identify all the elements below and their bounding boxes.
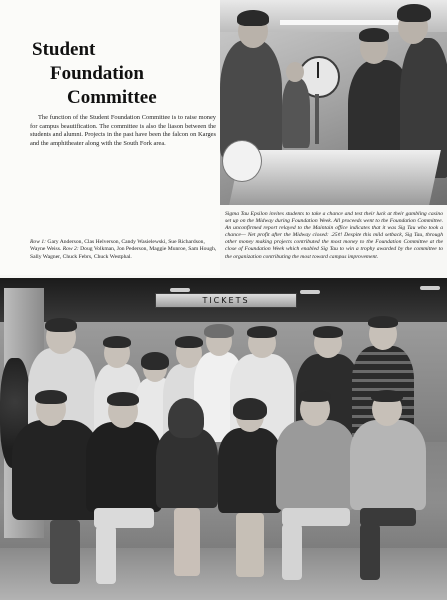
person-front-6 xyxy=(350,390,426,586)
row-1-label: Row 1: xyxy=(30,239,47,245)
page-title-line-1: Student xyxy=(32,39,96,60)
row-2-label: Row 2: xyxy=(62,246,79,253)
photo-caption: Sigma Tau Epsilon invites students to take a chance and test their luck at their gambling casino set up on the Midway during Foundation Week. All proceeds went to the Foundation Committee. An unconfirmed report relayed to the Maintain office indicates that it was Sig Tau who took a chance— Net profit after the Midway closed: .25¢! Despite this mild setback, Sig Tau, through other money making projects contributed the most money to the Foundation Committee at the close of Foundation Week which enabled Sig Tau to win a trophy awarded by the committee to the organization contributing the most toward campus improvement. xyxy=(225,211,443,260)
tickets-sign: TICKETS xyxy=(155,293,297,308)
person-front-5 xyxy=(276,390,356,586)
page-title-line-3: Committee xyxy=(67,87,157,108)
page-title-line-2: Foundation xyxy=(50,63,144,84)
person-front-3 xyxy=(156,398,220,580)
group-photo xyxy=(0,278,447,600)
row-1-names: Gary Anderson, Clas Helverson, Candy Wasielewski, Sue Richardson, Wayne Weiss. xyxy=(30,239,205,253)
names-caption xyxy=(30,239,220,261)
title-block xyxy=(0,0,220,275)
casino-photo xyxy=(220,0,447,205)
row-2-names: Doug Volkman, Jon Pederson, Maggie Munroe, Sam Hough, Sally Wagner, Chuck Febrs, Chuck Westphal. xyxy=(30,246,217,260)
person-front-2 xyxy=(86,392,162,588)
intro-paragraph: The function of the Student Foundation Committee is to raise money for campus beautification. The committee is also the liason between the students and alumni. Projects in the past have been the falcon on Karges and the amphitheater along with the South Fork area. xyxy=(30,114,216,147)
person-front-4 xyxy=(218,398,282,580)
